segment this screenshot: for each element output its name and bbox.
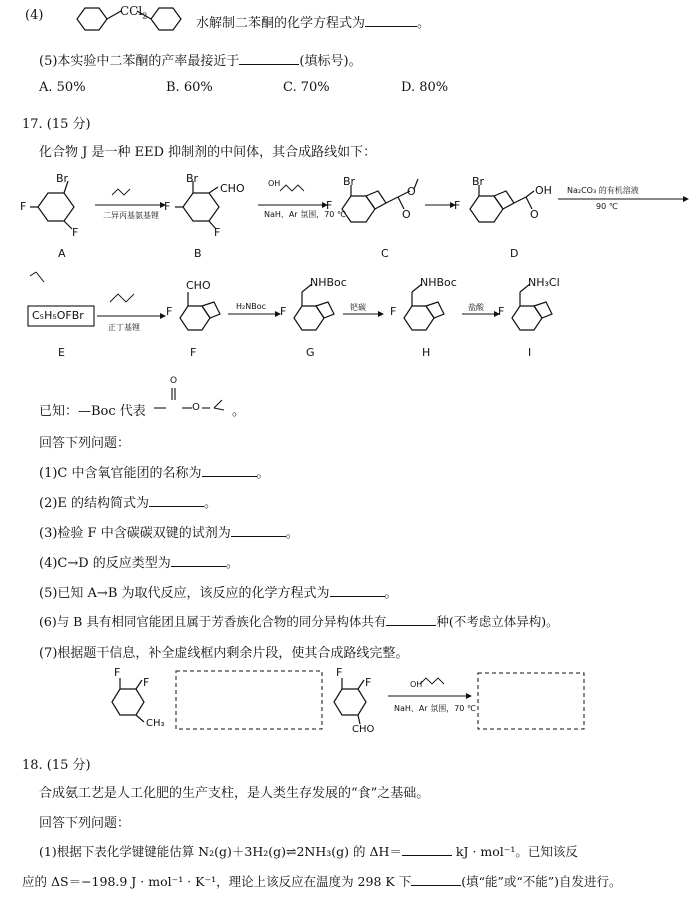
option-a[interactable]: A. 50%	[39, 80, 86, 95]
option-b[interactable]: B. 60%	[166, 80, 213, 95]
atom-label: O	[402, 208, 411, 221]
compound-i-structure	[512, 284, 552, 330]
reagent-label: 90 ℃	[596, 202, 618, 211]
q17-item5: (5)已知 A→B 为取代反应，该反应的化学方程式为 。	[39, 586, 398, 601]
reagent-label: 正丁基锂	[108, 323, 140, 332]
q16-item4-number: (4)	[25, 8, 44, 23]
difluorotoluene-structure	[112, 678, 144, 722]
q16-item4	[25, 8, 43, 23]
answer-blank[interactable]	[149, 494, 204, 507]
compound-label-c: C	[381, 247, 389, 260]
q18-header: 18. (15 分)	[22, 758, 91, 773]
atom-label: F	[164, 200, 171, 213]
compound-f-structure	[180, 292, 220, 330]
compound-h-structure	[404, 284, 444, 330]
atom-label: F	[498, 305, 505, 318]
reagent-label: H₂NBoc	[236, 302, 266, 311]
reagent-label: NaH、Ar 氛围，70 ℃	[264, 210, 346, 219]
compound-label-f: F	[190, 346, 197, 359]
atom-label: NHBoc	[420, 276, 457, 289]
reagent-label: 盐酸	[468, 303, 484, 312]
e-formula: C₅H₅OFBr	[32, 309, 84, 322]
q17-item7: (7)根据题干信息，补全虚线框内剩余片段，使其合成路线完整。	[39, 646, 409, 661]
q17-item2: (2)E 的结构简式为 。	[39, 496, 218, 511]
atom-label: F	[454, 199, 461, 212]
answer-blank[interactable]	[202, 464, 257, 477]
answer-blank[interactable]	[402, 843, 452, 856]
atom-label: F	[72, 226, 79, 239]
answer-blank[interactable]	[231, 524, 286, 537]
atom-label: O	[530, 208, 539, 221]
atom-label: F	[143, 676, 150, 689]
answer-blank[interactable]	[239, 52, 299, 65]
q17-answer-prompt: 回答下列问题：	[39, 436, 131, 451]
q17-known: 已知：—Boc 代表	[39, 404, 146, 419]
atom-label: NH₃Cl	[528, 276, 560, 289]
atom-label: F	[166, 305, 173, 318]
atom-label: Br	[186, 172, 199, 185]
compound-label-e: E	[58, 346, 65, 359]
q16-item5: (5)本实验中二苯酮的产率最接近于 (填标号)。	[39, 54, 362, 69]
atom-label: OH	[535, 184, 552, 197]
compound-label-i: I	[528, 346, 532, 359]
atom-label: F	[280, 305, 287, 318]
answer-blank[interactable]	[171, 554, 226, 567]
route-fragment	[0, 662, 692, 742]
atom-label: CH₃	[146, 718, 165, 729]
atom-label: Br	[343, 175, 356, 188]
answer-blank[interactable]	[330, 584, 385, 597]
answer-blank[interactable]	[365, 14, 417, 27]
known-end: 。	[232, 404, 246, 419]
difluorobenzaldehyde-structure	[334, 678, 366, 724]
option-d[interactable]: D. 80%	[401, 80, 449, 95]
compound-d-structure	[470, 185, 534, 222]
reagent-label: NaH、Ar 氛围，70 ℃	[394, 704, 476, 713]
q16-item4-text: 水解制二苯酮的化学方程式为 。	[196, 16, 431, 31]
atom-label: NHBoc	[310, 276, 347, 289]
dashed-box-1	[176, 671, 322, 729]
compound-label-d: D	[510, 247, 519, 260]
ccl2-label: CCl$_2$	[120, 4, 148, 21]
compound-g-structure	[294, 284, 334, 330]
q17-intro: 化合物 J 是一种 EED 抑制剂的中间体，其合成路线如下：	[39, 145, 377, 160]
atom-label: F	[114, 666, 121, 679]
atom-label: F	[336, 666, 343, 679]
option-c[interactable]: C. 70%	[283, 80, 330, 95]
atom-label: O	[407, 185, 416, 198]
answer-blank[interactable]	[386, 613, 436, 626]
compound-label-b: B	[194, 247, 202, 260]
q17-header: 17. (15 分)	[22, 117, 91, 132]
atom-label: F	[365, 676, 372, 689]
atom-label: O	[192, 402, 200, 413]
atom-label: CHO	[352, 724, 375, 735]
q17-item3: (3)检验 F 中含碳碳双键的试剂为 。	[39, 526, 299, 541]
q17-item1: (1)C 中含氧官能团的名称为 。	[39, 466, 270, 481]
compound-label-a: A	[58, 247, 66, 260]
compound-label-h: H	[422, 346, 431, 359]
reagent-label: 钯碳	[350, 303, 366, 312]
atom-label: F	[20, 200, 27, 213]
compound-a-structure	[30, 181, 74, 229]
atom-label: F	[214, 226, 221, 239]
reagent-label: Na₂CO₃ 的有机溶液	[567, 186, 639, 195]
compound-label-g: G	[306, 346, 315, 359]
q18-item1-line2: 应的 ΔS＝−198.9 J · mol⁻¹ · K⁻¹，理论上该反应在温度为 298 K 下 (填“能”或“不能”)自发进行。	[22, 874, 622, 889]
atom-label: CHO	[220, 182, 245, 195]
atom-label: Br	[472, 175, 485, 188]
dashed-box-2	[478, 673, 584, 729]
atom-label: Br	[56, 172, 69, 185]
compound-b-structure	[175, 181, 219, 229]
q18-answer-prompt: 回答下列问题：	[39, 816, 131, 831]
atom-label: F	[326, 199, 333, 212]
atom-label: CHO	[186, 279, 211, 292]
reagent-label: OH	[410, 680, 423, 689]
reagent-label: 二异丙基氨基锂	[103, 211, 159, 220]
q18-item1-line1: (1)根据下表化学键键能估算 N₂(g)＋3H₂(g)⇌2NH₃(g) 的 ΔH＝ kJ · mol⁻¹。已知该反	[39, 844, 578, 859]
atom-label: F	[390, 305, 397, 318]
q18-intro: 合成氨工艺是人工化肥的生产支柱，是人类生存发展的“食”之基础。	[39, 786, 430, 801]
atom-label: O	[170, 376, 178, 386]
answer-blank[interactable]	[411, 873, 461, 886]
q17-item6: (6)与 B 具有相同官能团且属于芳香族化合物的同分异构体共有 种(不考虑立体异构)。	[39, 614, 559, 629]
reagent-label: OH	[268, 179, 281, 188]
q17-item4: (4)C→D 的反应类型为 。	[39, 556, 239, 571]
